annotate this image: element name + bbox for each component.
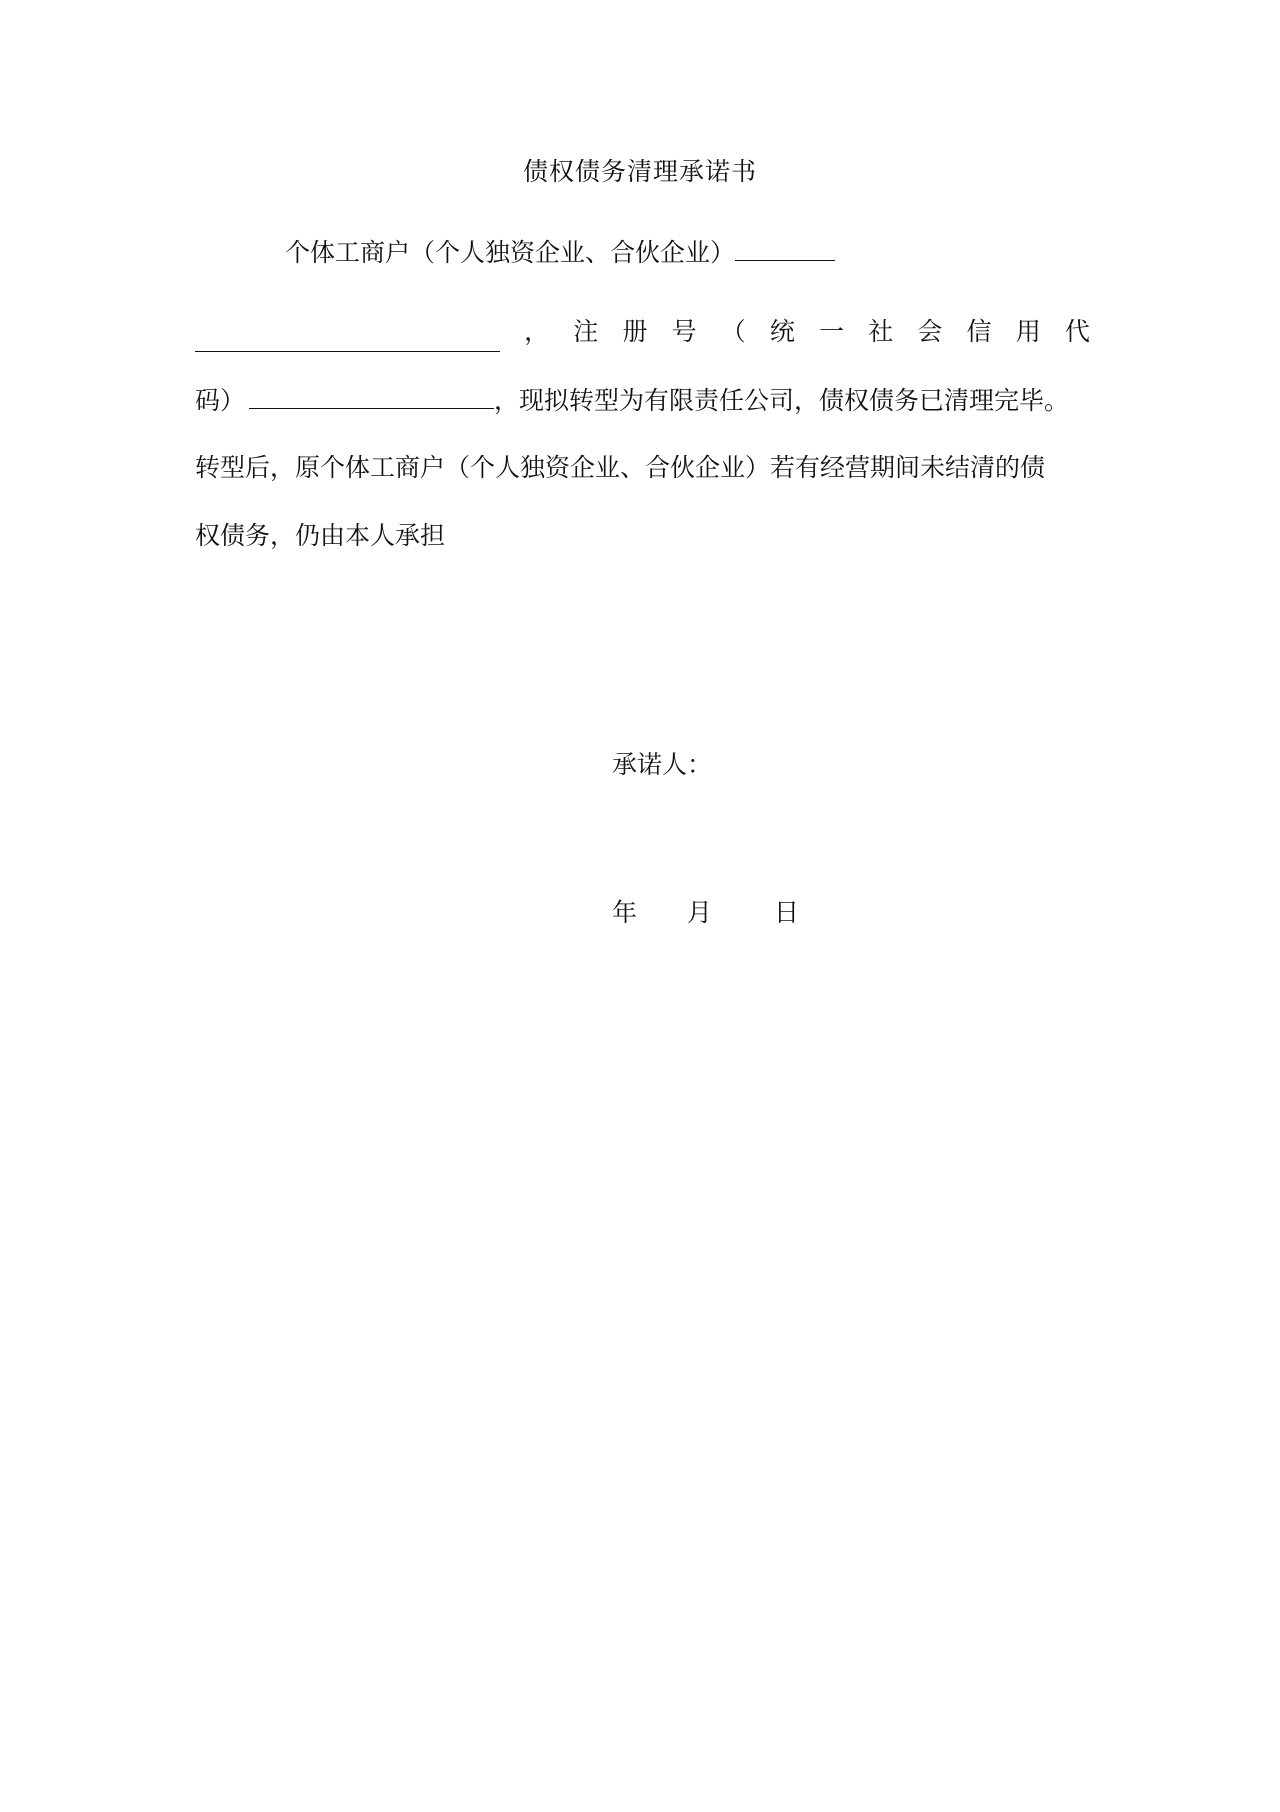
business-name-blank[interactable]	[735, 232, 835, 261]
reg-char: （	[720, 317, 746, 346]
transformation-text: ，现拟转型为有限责任公司，债权债务已清理完毕。	[494, 386, 1070, 415]
paragraph-line-4: 转型后，原个体工商户（个人独资企业、合伙企业）若有经营期间未结清的债	[195, 453, 1046, 482]
registration-code-blank[interactable]	[249, 380, 494, 409]
paragraph-line-3	[195, 380, 1090, 421]
business-name-blank-continued[interactable]	[195, 323, 500, 352]
paragraph-line-2	[195, 312, 1090, 352]
reg-char: 用	[1015, 317, 1041, 346]
date-month: 月	[687, 898, 713, 927]
reg-char: 社	[868, 317, 894, 346]
date-line	[612, 893, 799, 929]
reg-char: 一	[819, 317, 845, 346]
document-title: 债权债务清理承诺书	[522, 157, 757, 186]
code-label-text: 码）	[195, 386, 246, 415]
reg-char: 册	[622, 317, 648, 346]
reg-char: 统	[769, 317, 795, 346]
reg-char: 信	[966, 317, 992, 346]
comma-text: ，	[524, 317, 550, 346]
reg-char: 代	[1064, 317, 1090, 346]
date-year: 年	[612, 898, 638, 927]
reg-char: 号	[671, 317, 697, 346]
paragraph-line-1	[285, 232, 1180, 273]
paragraph-line-5: 权债务，仍由本人承担	[195, 521, 446, 550]
business-type-text: 个体工商户（个人独资企业、合伙企业）	[285, 238, 736, 267]
reg-char: 注	[573, 317, 599, 346]
reg-char: 会	[917, 317, 943, 346]
date-day: 日	[774, 898, 800, 927]
signer-label: 承诺人：	[612, 750, 713, 779]
